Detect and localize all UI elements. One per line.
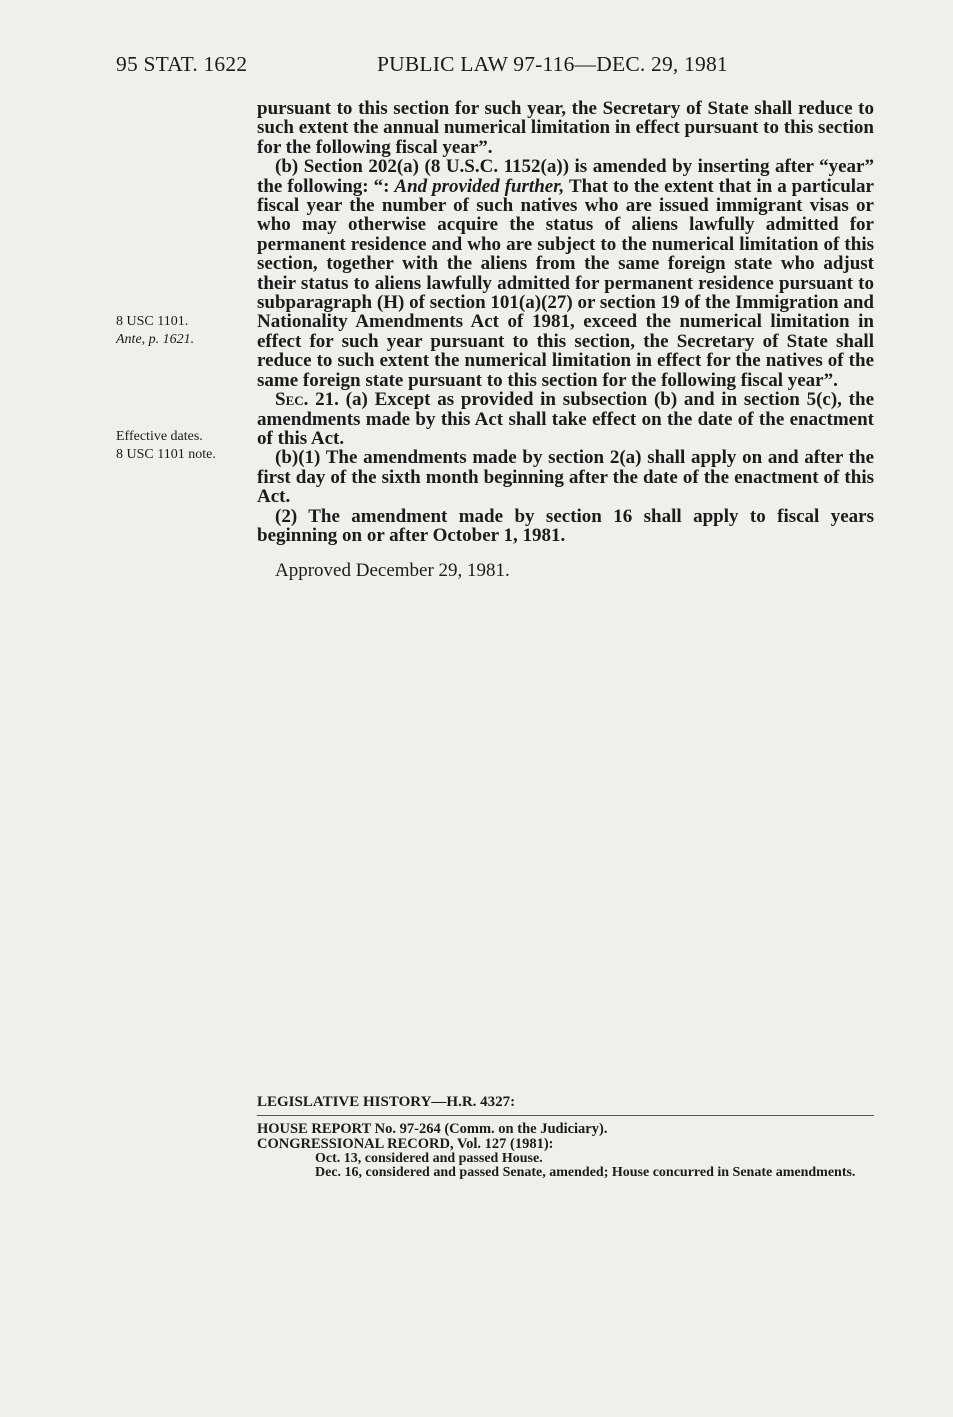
text-run: (b) Section 202(a) (8 U.S.C. 1152(a)) is amended by inserting after “year” the following: “: bbox=[257, 156, 874, 197]
paragraph-sec-21 bbox=[257, 390, 874, 448]
paragraph: (b)(1) The amendments made by section 2(a) shall apply on and after the first day of the sixth month beginning after the date of the enactment of this Act. bbox=[257, 447, 874, 508]
approval-date: Approved December 29, 1981. bbox=[275, 560, 510, 582]
history-entry: Oct. 13, considered and passed House. bbox=[315, 1151, 543, 1166]
section-label: Sec. bbox=[275, 389, 309, 411]
legislative-history bbox=[257, 1093, 874, 1180]
margin-note-line: Ante, p. 1621. bbox=[116, 332, 195, 347]
paragraph: (2) The amendment made by section 16 shall apply to fiscal years beginning on or after October 1, 1981. bbox=[257, 505, 874, 546]
margin-note-line: Effective dates. bbox=[116, 429, 203, 444]
paragraph-section-202a bbox=[257, 157, 874, 390]
margin-note-line: 8 USC 1101 note. bbox=[116, 447, 216, 462]
paragraph: pursuant to this section for such year, the Secretary of State shall reduce to such extent the annual numerical limitation in effect pursuant to this section for the following fiscal year”. bbox=[257, 98, 874, 158]
divider bbox=[257, 1115, 874, 1116]
text-run: 21. (a) Except as provided in subsection (b) and in section 5(c), the amendments made by this Act shall take effect on the date of the enactment of this Act. bbox=[257, 389, 875, 449]
italic-proviso: And provided further, bbox=[394, 175, 565, 197]
house-report: HOUSE REPORT No. 97-264 (Comm. on the Judiciary). bbox=[257, 1121, 608, 1137]
margin-note-citation bbox=[116, 313, 256, 349]
public-law-title: PUBLIC LAW 97-116—DEC. 29, 1981 bbox=[377, 52, 728, 76]
text-run: That to the extent that in a particular fiscal year the number of such natives who are issued immigrant visas or who may otherwise acquire the status of aliens lawfully admitted for permanent residence and who are subject to the numerical limitation of this section, together with the aliens from the same foreign state who adjust their status to aliens lawfully admitted for permanent residence pursuant to subparagraph (H) of section 101(a)(27) or section 19 of the Immigration and Nationality Amendments Act of 1981, exceed the numerical limitation in effect for such year pursuant to this section, the Secretary of State shall reduce to such extent the numerical limitation in effect for the natives of the same foreign state pursuant to this section for the following fiscal year”. bbox=[257, 175, 874, 391]
history-title: LEGISLATIVE HISTORY—H.R. 4327: bbox=[257, 1094, 516, 1110]
congressional-record: CONGRESSIONAL RECORD, Vol. 127 (1981): bbox=[257, 1136, 554, 1152]
body-text bbox=[257, 99, 874, 581]
margin-note-effective-dates bbox=[116, 428, 256, 464]
page-header bbox=[0, 52, 953, 88]
history-entry: Dec. 16, considered and passed Senate, amended; House concurred in Senate amendments. bbox=[315, 1165, 856, 1180]
stat-page-number: 95 STAT. 1622 bbox=[116, 52, 248, 76]
margin-note-line: 8 USC 1101. bbox=[116, 314, 189, 329]
